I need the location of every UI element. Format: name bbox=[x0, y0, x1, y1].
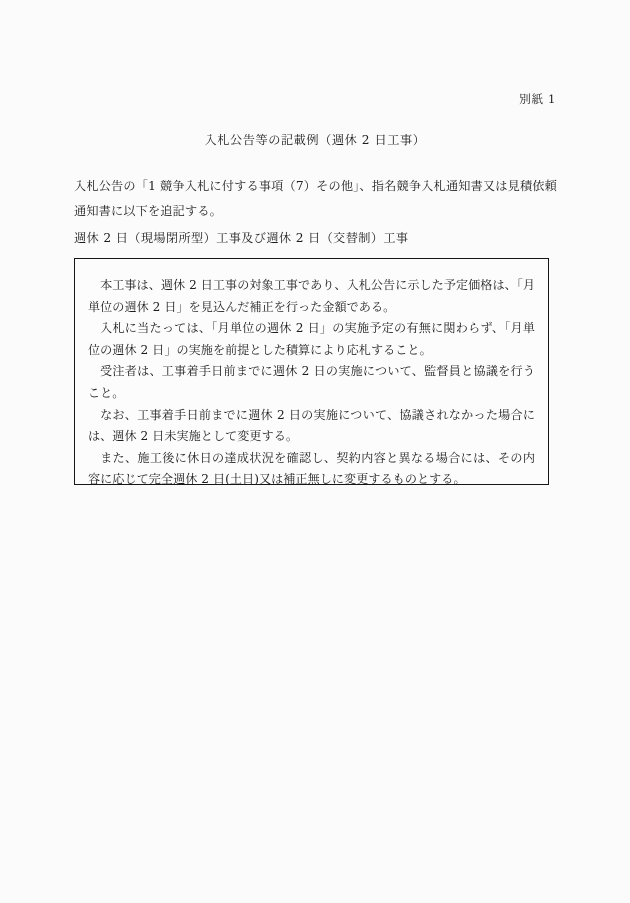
clause-paragraph: 本工事は、週休 2 日工事の対象工事であり、入札公告に示した予定価格は、「月単位の週休 2 日」を見込んだ補正を行った金額である。 bbox=[88, 278, 536, 314]
intro-section bbox=[74, 174, 557, 224]
clause-paragraph: 受注者は、工事着手日前までに週休 2 日の実施について、監督員と協議を行うこと。 bbox=[88, 364, 535, 400]
section-heading: 週休 2 日（現場閉所型）工事及び週休 2 日（交替制）工事 bbox=[74, 231, 409, 245]
attachment-label: 別紙 1 bbox=[519, 92, 556, 106]
clause-paragraph: また、施工後に休日の達成状況を確認し、契約内容と異なる場合には、その内容に応じて完全週休 2 日(土日)又は補正無しに変更するものとする。 bbox=[88, 450, 535, 487]
clause-box-content bbox=[75, 259, 548, 491]
page-title: 入札公告等の記載例（週休 2 日工事） bbox=[204, 133, 426, 147]
clause-paragraph: なお、工事着手日前までに週休 2 日の実施について、協議されなかった場合には、週休 2 日未実施として変更する。 bbox=[88, 407, 535, 444]
clause-paragraph: 入札に当たっては、「月単位の週休 2 日」の実施予定の有無に関わらず、「月単位の週休 2 日」の実施を前提とした積算により応札すること。 bbox=[88, 321, 535, 357]
clause-box bbox=[74, 258, 549, 485]
intro-paragraph: 入札公告の「1 競争入札に付する事項（7）その他」、指名競争入札通知書又は見積依頼通知書に以下を追記する。 bbox=[74, 179, 557, 218]
